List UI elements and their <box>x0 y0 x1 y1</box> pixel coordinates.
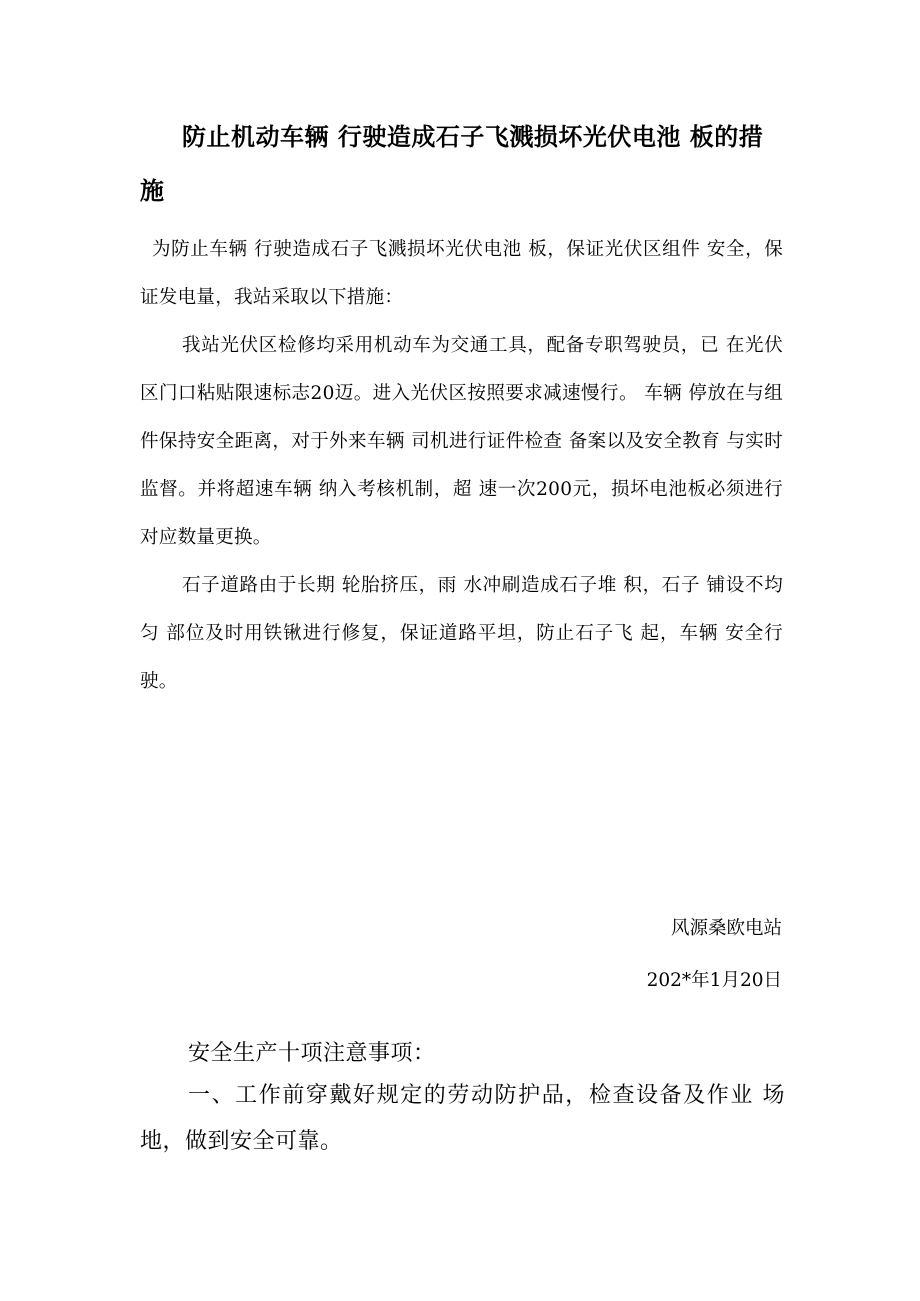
measures-paragraph-roads: 石子道路由于长期 轮胎挤压，雨 水冲刷造成石子堆 积，石子 铺设不均匀 部位及时用铁锹进行修复，保证道路平坦，防止石子飞 起，车辆 安全行驶。 <box>140 575 783 692</box>
measures-paragraph-vehicles: 我站光伏区检修均采用机动车为交通工具，配备专职驾驶员，已 在光伏区门口粘贴限速标志20迈。进入光伏区按照要求减速慢行。 车辆 停放在与组件保持安全距离，对于外来车辆 司机进行证件检查 备案以及安全教育 与实时监督。并将超速车辆 纳入考核机制，超 速一次200元，损坏电池板必须进行对应数量更换。 <box>140 335 783 548</box>
safety-notes-heading: 安全生产十项注意事项： <box>188 1041 436 1066</box>
intro-paragraph: 为防止车辆 行驶造成石子飞溅损坏光伏电池 板，保证光伏区组件 安全，保证发电量，我站采取以下措施： <box>140 239 783 308</box>
safety-note-item: 一、工作前穿戴好规定的劳动防护品，检查设备及作业 场地，做到安全可靠。 <box>140 1083 785 1154</box>
signature-date: 202*年1月20日 <box>646 970 782 991</box>
document-title: 防止机动车辆 行驶造成石子飞溅损坏光伏电池 板的措施 <box>140 122 764 205</box>
signature-organization: 风源桑欧电站 <box>670 918 782 939</box>
